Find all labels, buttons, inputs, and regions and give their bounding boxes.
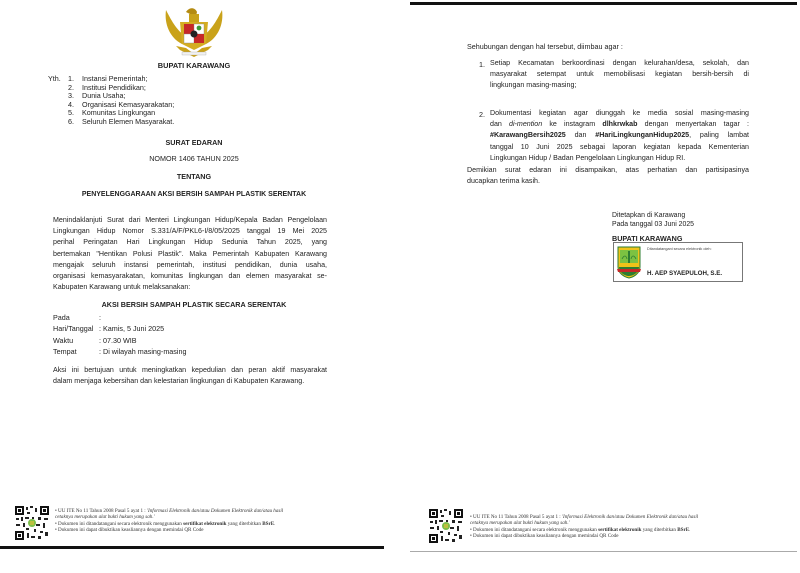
event-detail-row: Pada : (53, 313, 101, 322)
instagram-handle: dlhkrwkab (602, 120, 638, 129)
hashtag: #HariLingkunganHidup2025 (595, 131, 690, 140)
item-1-number: 1. (479, 60, 485, 69)
event-title: AKSI BERSIH SAMPAH PLASTIK SECARA SERENTAK (101, 300, 287, 309)
item-2-number: 2. (479, 110, 485, 119)
karawang-seal-icon (616, 245, 642, 279)
recipient-item: 3. Dunia Usaha; (68, 91, 126, 100)
recipient-item: 4. Organisasi Kemasyarakatan; (68, 99, 175, 109)
item-1-text: Setiap Kecamatan berkoordinasi dengan kelurahan/desa, sekolah, dan masyarakat setempat untuk memobilisasi kegiatan bersih-bersih di lingkungan masing-masing; (490, 59, 749, 90)
item-2-text: Dokumentasi kegiatan agar diunggah ke media sosial masing-masing dan di-mention ke instagram dlhkrwkab dengan menyertakan tagar : #KarawangBersih2025 dan #HariLingkunganHidup2025, paling lambat tanggal 10 Juni 2025 sebagai laporan kegiatan kepada Kementerian Lingkungan Hidup / Badan Pengelolaan Lingkungan Hidup RI. (490, 109, 750, 162)
recipient-list (68, 74, 174, 126)
header-title: BUPATI KARAWANG (157, 61, 231, 70)
doc-type: SURAT EDARAN (165, 138, 223, 147)
recipients-label: Yth. (48, 74, 61, 83)
legal-footer: • UU ITE No 11 Tahun 2008 Pasal 5 ayat 1 : 'Informasi Elektronik dan/atau Dokumen Elektronik dan/atau hasil cetaknya merupakan alat bukti hukum yang sah.' • Dokumen ini ditandatangani secara elektronik menggunakan sertifikat elektronik yang diterbitkan BSrE. • Dokumen ini dapat dibuktikan keasliannya dengan memindai QR Code (470, 514, 699, 539)
closing-paragraph: Demikian surat edaran ini disampaikan, atas perhatian dan partisipasinya ducapkan terima kasih. (467, 166, 749, 186)
page-top-rule (410, 2, 797, 5)
esign-box (613, 242, 743, 282)
sign-title: BUPATI KARAWANG (612, 234, 683, 243)
legal-footer: • UU ITE No 11 Tahun 2008 Pasal 5 ayat 1 : 'Informasi Elektronik dan/atau Dokumen Elektronik dan/atau hasil cetaknya merupakan alat bukti hukum yang sah.' • Dokumen ini ditandatangani secara elektronik menggunakan sertifikat elektronik yang diterbitkan BSrE. • Dokumen ini dapat dibuktikan keasliannya dengan memindai QR Code (55, 508, 284, 533)
doc-number: NOMOR 1406 TAHUN 2025 (149, 154, 239, 163)
purpose-paragraph: Aksi ini bertujuan untuk meningkatkan kepedulian dan peran aktif masyarakat dalam menjaga kebersihan dan kelestarian lingkungan di Kabupaten Karawang. (53, 366, 327, 386)
qr-code-icon (14, 505, 50, 541)
event-detail-row: Waktu : 07.30 WIB (53, 335, 137, 345)
event-detail-row: Tempat : Di wilayah masing-masing (53, 347, 187, 357)
opening-line: Sehubungan dengan hal tersebut, diimbau agar : (467, 42, 623, 51)
recipient-item: 1. Instansi Pemerintah; (68, 74, 148, 83)
intro-paragraph: Menindaklanjuti Surat dari Menteri Lingkungan Hidup/Kepala Badan Pengelolaan Lingkungan Hidup Nomor S.331/A/F/PKL6-I/8/05/2025 tanggal 19 Mei 2025 perihal Peringatan Hari Lingkungan Hidup Sedunia Tahun 2025, yang bertemakan "Hentikan Polusi Plastik". Maka Pemerintah Kabupaten Karawang mengajak seluruh instansi pemerintah, institusi pendidikan, dunia usaha, organisasi kemasyarakatan, komunitas lingkungan dan elemen masyarakat se- Kabupaten Karawang untuk melaksanakan: (53, 216, 327, 292)
left-page (0, 0, 390, 573)
right-page (408, 0, 800, 573)
recipient-item: 5. Komunitas Lingkungan (68, 108, 156, 117)
qr-code-icon (428, 508, 464, 544)
about-label: TENTANG (176, 172, 212, 181)
signer-name: H. AEP SYAEPULOH, S.E. (647, 270, 723, 277)
page-bottom-rule (0, 546, 384, 549)
garuda-emblem-icon (162, 4, 226, 58)
subject-title: PENYELENGGARAAN AKSI BERSIH SAMPAH PLASTIK SERENTAK (81, 191, 307, 198)
event-detail-row: Hari/Tanggal : Kamis, 5 Juni 2025 (53, 324, 165, 334)
esign-note: Ditandatangani secara elektronik oleh: (647, 247, 712, 251)
hashtag: #KarawangBersih2025 (490, 131, 566, 140)
event-details (53, 313, 187, 359)
recipient-item: 6. Seluruh Elemen Masyarakat. (68, 117, 175, 126)
page-bottom-rule (410, 551, 797, 552)
recipient-item: 2. Institusi Pendidikan; (68, 82, 146, 92)
place-date: Ditetapkan di Karawang Pada tanggal 03 Juni 2025 (612, 212, 694, 228)
